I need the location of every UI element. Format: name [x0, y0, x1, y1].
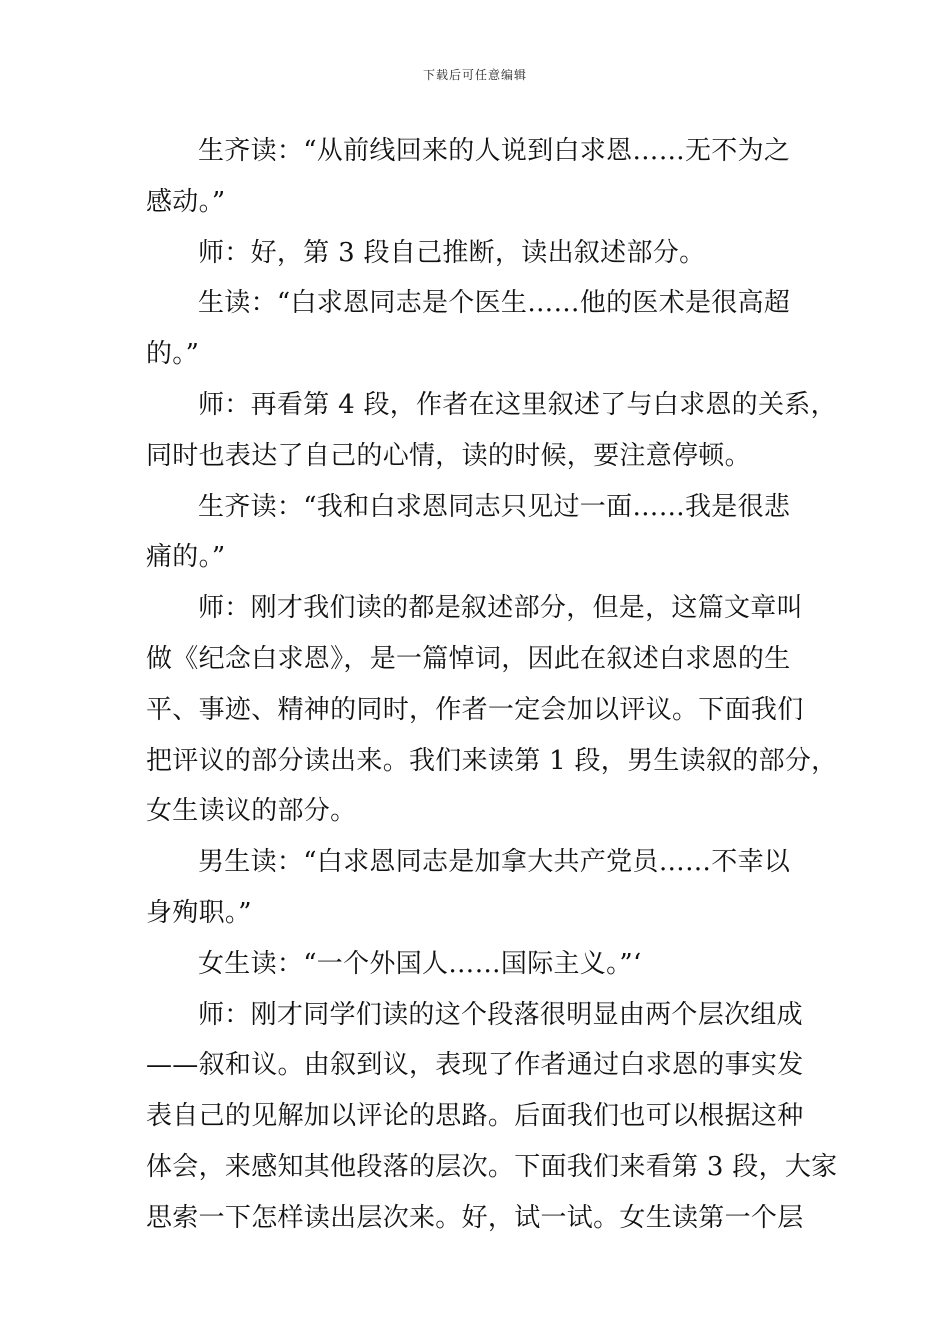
paragraph — [146, 380, 837, 482]
paragraph — [146, 990, 838, 1244]
text-line: 男生读：“白求恩同志是加拿大共产党员……不幸以 — [198, 847, 791, 878]
paragraph — [146, 583, 838, 837]
page-header: 下载后可任意编辑 — [422, 68, 527, 82]
text-line: 体会，来感知其他段落的层次。下面我们来看第 3 段，大家 — [146, 1151, 838, 1182]
paragraph — [146, 482, 808, 584]
text-line: 女生读：“一个外国人……国际主义。”‘ — [198, 948, 642, 979]
paragraph — [146, 837, 808, 939]
paragraph — [146, 228, 808, 279]
paragraph — [146, 126, 808, 228]
text-line: 表自己的见解加以评论的思路。后面我们也可以根据这种 — [146, 1101, 804, 1132]
text-line: 师：好，第 3 段自己推断，读出叙述部分。 — [198, 237, 706, 268]
text-line: 生齐读：“我和白求恩同志只见过一面……我是很悲 — [198, 491, 791, 522]
paragraph — [146, 278, 808, 380]
text-line: 同时也表达了自己的心情，读的时候，要注意停顿。 — [146, 440, 751, 471]
text-line: 生读：“白求恩同志是个医生……他的医术是很高超 — [198, 288, 791, 319]
text-line: 身殉职。” — [146, 897, 252, 928]
text-line: 感动。” — [146, 186, 226, 217]
text-line: 女生读议的部分。 — [146, 796, 357, 827]
text-line: 的。” — [146, 339, 200, 370]
text-line: ——叙和议。由叙到议，表现了作者通过白求恩的事实发 — [146, 1050, 804, 1081]
text-line: 师：刚才我们读的都是叙述部分，但是，这篇文章叫 — [198, 593, 803, 624]
paragraph — [146, 939, 808, 990]
text-line: 把评议的部分读出来。我们来读第 1 段，男生读叙的部分， — [146, 745, 838, 776]
text-line: 师：刚才同学们读的这个段落很明显由两个层次组成 — [198, 999, 803, 1030]
text-line: 痛的。” — [146, 542, 226, 573]
text-line: 思索一下怎样读出层次来。好，试一试。女生读第一个层 — [146, 1202, 804, 1233]
text-line: 生齐读：“从前线回来的人说到白求恩……无不为之 — [198, 136, 791, 166]
text-line: 平、事迹、精神的同时，作者一定会加以评议。下面我们 — [146, 694, 804, 725]
document-body — [146, 126, 838, 1244]
text-line: 做《纪念白求恩》，是一篇悼词，因此在叙述白求恩的生 — [146, 643, 791, 674]
text-line: 师：再看第 4 段，作者在这里叙述了与白求恩的关系， — [198, 389, 837, 420]
